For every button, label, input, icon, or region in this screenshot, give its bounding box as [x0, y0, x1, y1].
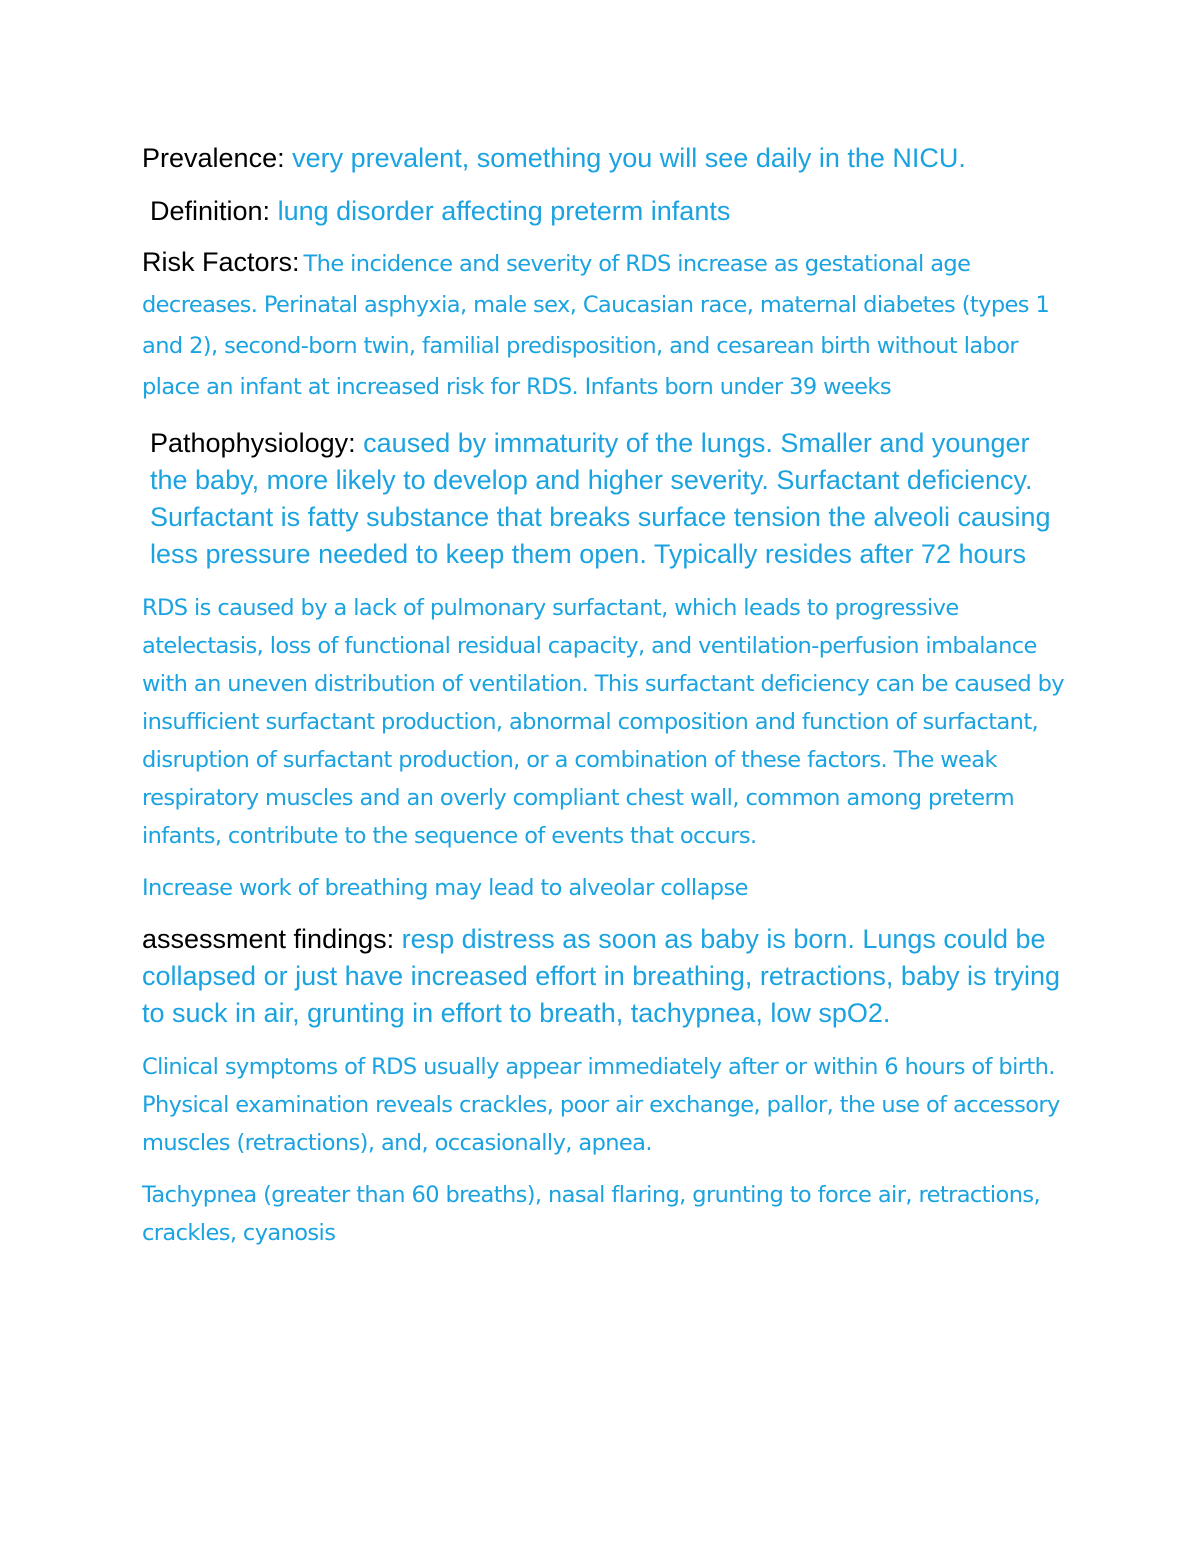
pathophysiology-label: Pathophysiology:: [150, 428, 356, 458]
assessment-clinical: Clinical symptoms of RDS usually appear immediately after or within 6 hours of birth. Physical examination reveals crackles, poor air exchange, pallor, the use of accessory muscles (retractions), and, occasionally, apnea.: [142, 1054, 1060, 1156]
pathophysiology-note: Increase work of breathing may lead to alveolar collapse: [142, 875, 748, 901]
risk-factors-paragraph: [142, 244, 1072, 409]
definition-text: lung disorder affecting preterm infants: [277, 196, 731, 226]
assessment-paragraph: [142, 921, 1072, 1032]
risk-factors-label: Risk Factors:: [142, 247, 300, 277]
pathophysiology-text: caused by immaturity of the lungs. Smaller and younger the baby, more likely to develop and higher severity. Surfactant deficiency. Surfactant is fatty substance that breaks surface tension the alveoli causing less pressure needed to keep them open. Typically resides after 72 hours: [150, 428, 1051, 569]
prevalence-label: Prevalence:: [142, 143, 285, 173]
pathophysiology-detail: RDS is caused by a lack of pulmonary surfactant, which leads to progressive atelectasis, loss of functional residual capacity, and ventilation-perfusion imbalance with an uneven distribution of ventilation. This surfactant deficiency can be caused by insufficient surfactant production, abnormal composition and function of surfactant, disruption of surfactant production, or a combination of these factors. The weak respiratory muscles and an overly compliant chest wall, common among preterm infants, contribute to the sequence of events that occurs.: [142, 595, 1064, 849]
assessment-label: assessment findings:: [142, 924, 395, 954]
definition-label: Definition:: [150, 196, 271, 226]
prevalence-paragraph: [142, 140, 1072, 177]
assessment-text: resp distress as soon as baby is born. Lungs could be collapsed or just have increased effort in breathing, retractions, baby is trying to suck in air, grunting in effort to breath, tachypnea, low spO2.: [142, 924, 1060, 1028]
document-page: [142, 140, 1072, 1252]
pathophysiology-paragraph: [142, 425, 1072, 573]
definition-paragraph: [142, 193, 1072, 230]
risk-factors-text: The incidence and severity of RDS increase as gestational age decreases. Perinatal asphyxia, male sex, Caucasian race, maternal diabetes (types 1 and 2), second-born twin, familial predisposition, and cesarean birth without labor place an infant at increased risk for RDS. Infants born under 39 weeks: [142, 251, 1050, 400]
prevalence-text: very prevalent, something you will see daily in the NICU.: [292, 143, 966, 173]
assessment-signs: Tachypnea (greater than 60 breaths), nasal flaring, grunting to force air, retractions, crackles, cyanosis: [142, 1182, 1041, 1246]
